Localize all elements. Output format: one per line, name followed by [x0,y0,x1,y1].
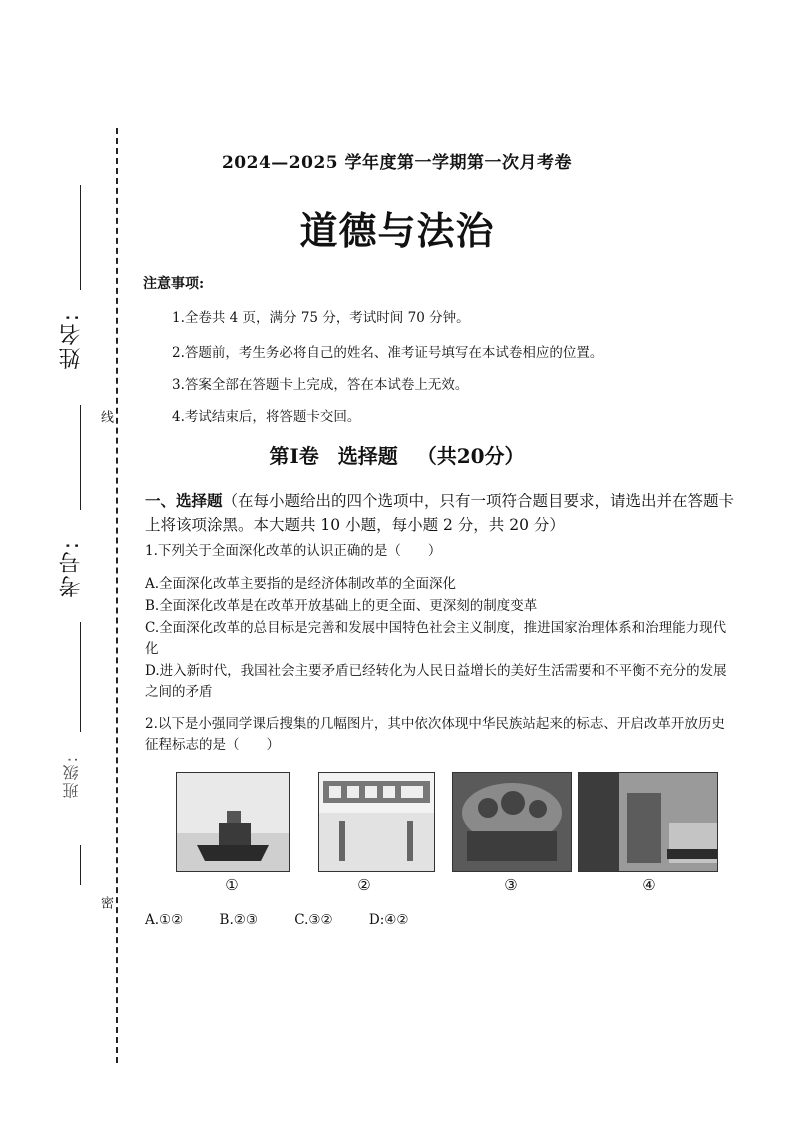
instructions-text: （在每小题给出的四个选项中，只有一项符合题目要求，请选出并在答题卡上将该项涂黑。本大题共 10 小题，每小题 2 分，共 20 分） [145,492,735,534]
question-2-stem: 2.以下是小强同学课后搜集的几幅图片，其中依次体现中华民族站起来的标志、开启改革开放历史征程标志的是（ ） [145,716,725,753]
question-1-stem: 1.下列关于全面深化改革的认识正确的是（ ） [145,543,442,559]
question-2-option: D:④② [368,912,409,928]
image-caption: ② [357,876,371,894]
question-2-options [145,912,441,928]
question-2-option: C.③② [294,912,333,928]
question-2-option: A.①② [145,912,184,928]
class-underline [80,622,81,732]
name-label: 姓名: [59,312,84,370]
section-heading [0,440,794,469]
image-caption: ③ [504,876,518,894]
seat-underline [80,845,81,885]
question-2-image-2 [318,772,435,872]
question-2-image-4 [578,772,718,872]
section-part: 第Ⅰ卷 [269,444,319,468]
question-1-option: D.进入新时代，我国社会主要矛盾已经转化为人民日益增长的美好生活需要和不平衡不充分的发展之间的矛盾 [145,663,727,700]
notice-item: 3.答案全部在答题卡上完成，答在本试卷上无效。 [172,377,469,393]
instructions [145,489,735,537]
notice-item: 4.考试结束后，将答题卡交回。 [172,409,361,425]
notice-title: 注意事项: [143,276,205,292]
question-1-option: C.全面深化改革的总目标是完善和发展中国特色社会主义制度，推进国家治理体系和治理能力现代化 [145,620,727,657]
line-char: 线 [98,410,113,423]
notice-item: 2.答题前，考生务必将自己的姓名、准考证号填写在本试卷相应的位置。 [172,345,604,361]
notice-item: 1.全卷共 4 页，满分 75 分，考试时间 70 分钟。 [172,310,470,326]
class-label: 班级: [62,755,81,799]
question-1-option: B.全面深化改革是在改革开放基础上的更全面、更深刻的制度变革 [145,598,538,614]
seal-char: 密 [98,896,113,909]
image-caption: ④ [642,876,656,894]
section-name: 选择题 [337,444,398,468]
question-1-option: A.全面深化改革主要指的是经济体制改革的全面深化 [145,576,457,592]
binding-dashed-line [116,128,118,1063]
question-2-option: B.②③ [219,912,258,928]
section-score: （共20分） [416,444,525,468]
question-2-image-3 [452,772,572,872]
exam-title: 2024—2025 学年度第一学期第一次月考卷 [221,153,573,173]
question-2-image-1 [176,772,290,872]
subject-title: 道德与法治 [299,208,495,253]
instructions-lead: 一、选择题 [145,491,223,510]
image-caption: ① [225,876,239,894]
exam-no-label: 考号: [59,540,84,598]
